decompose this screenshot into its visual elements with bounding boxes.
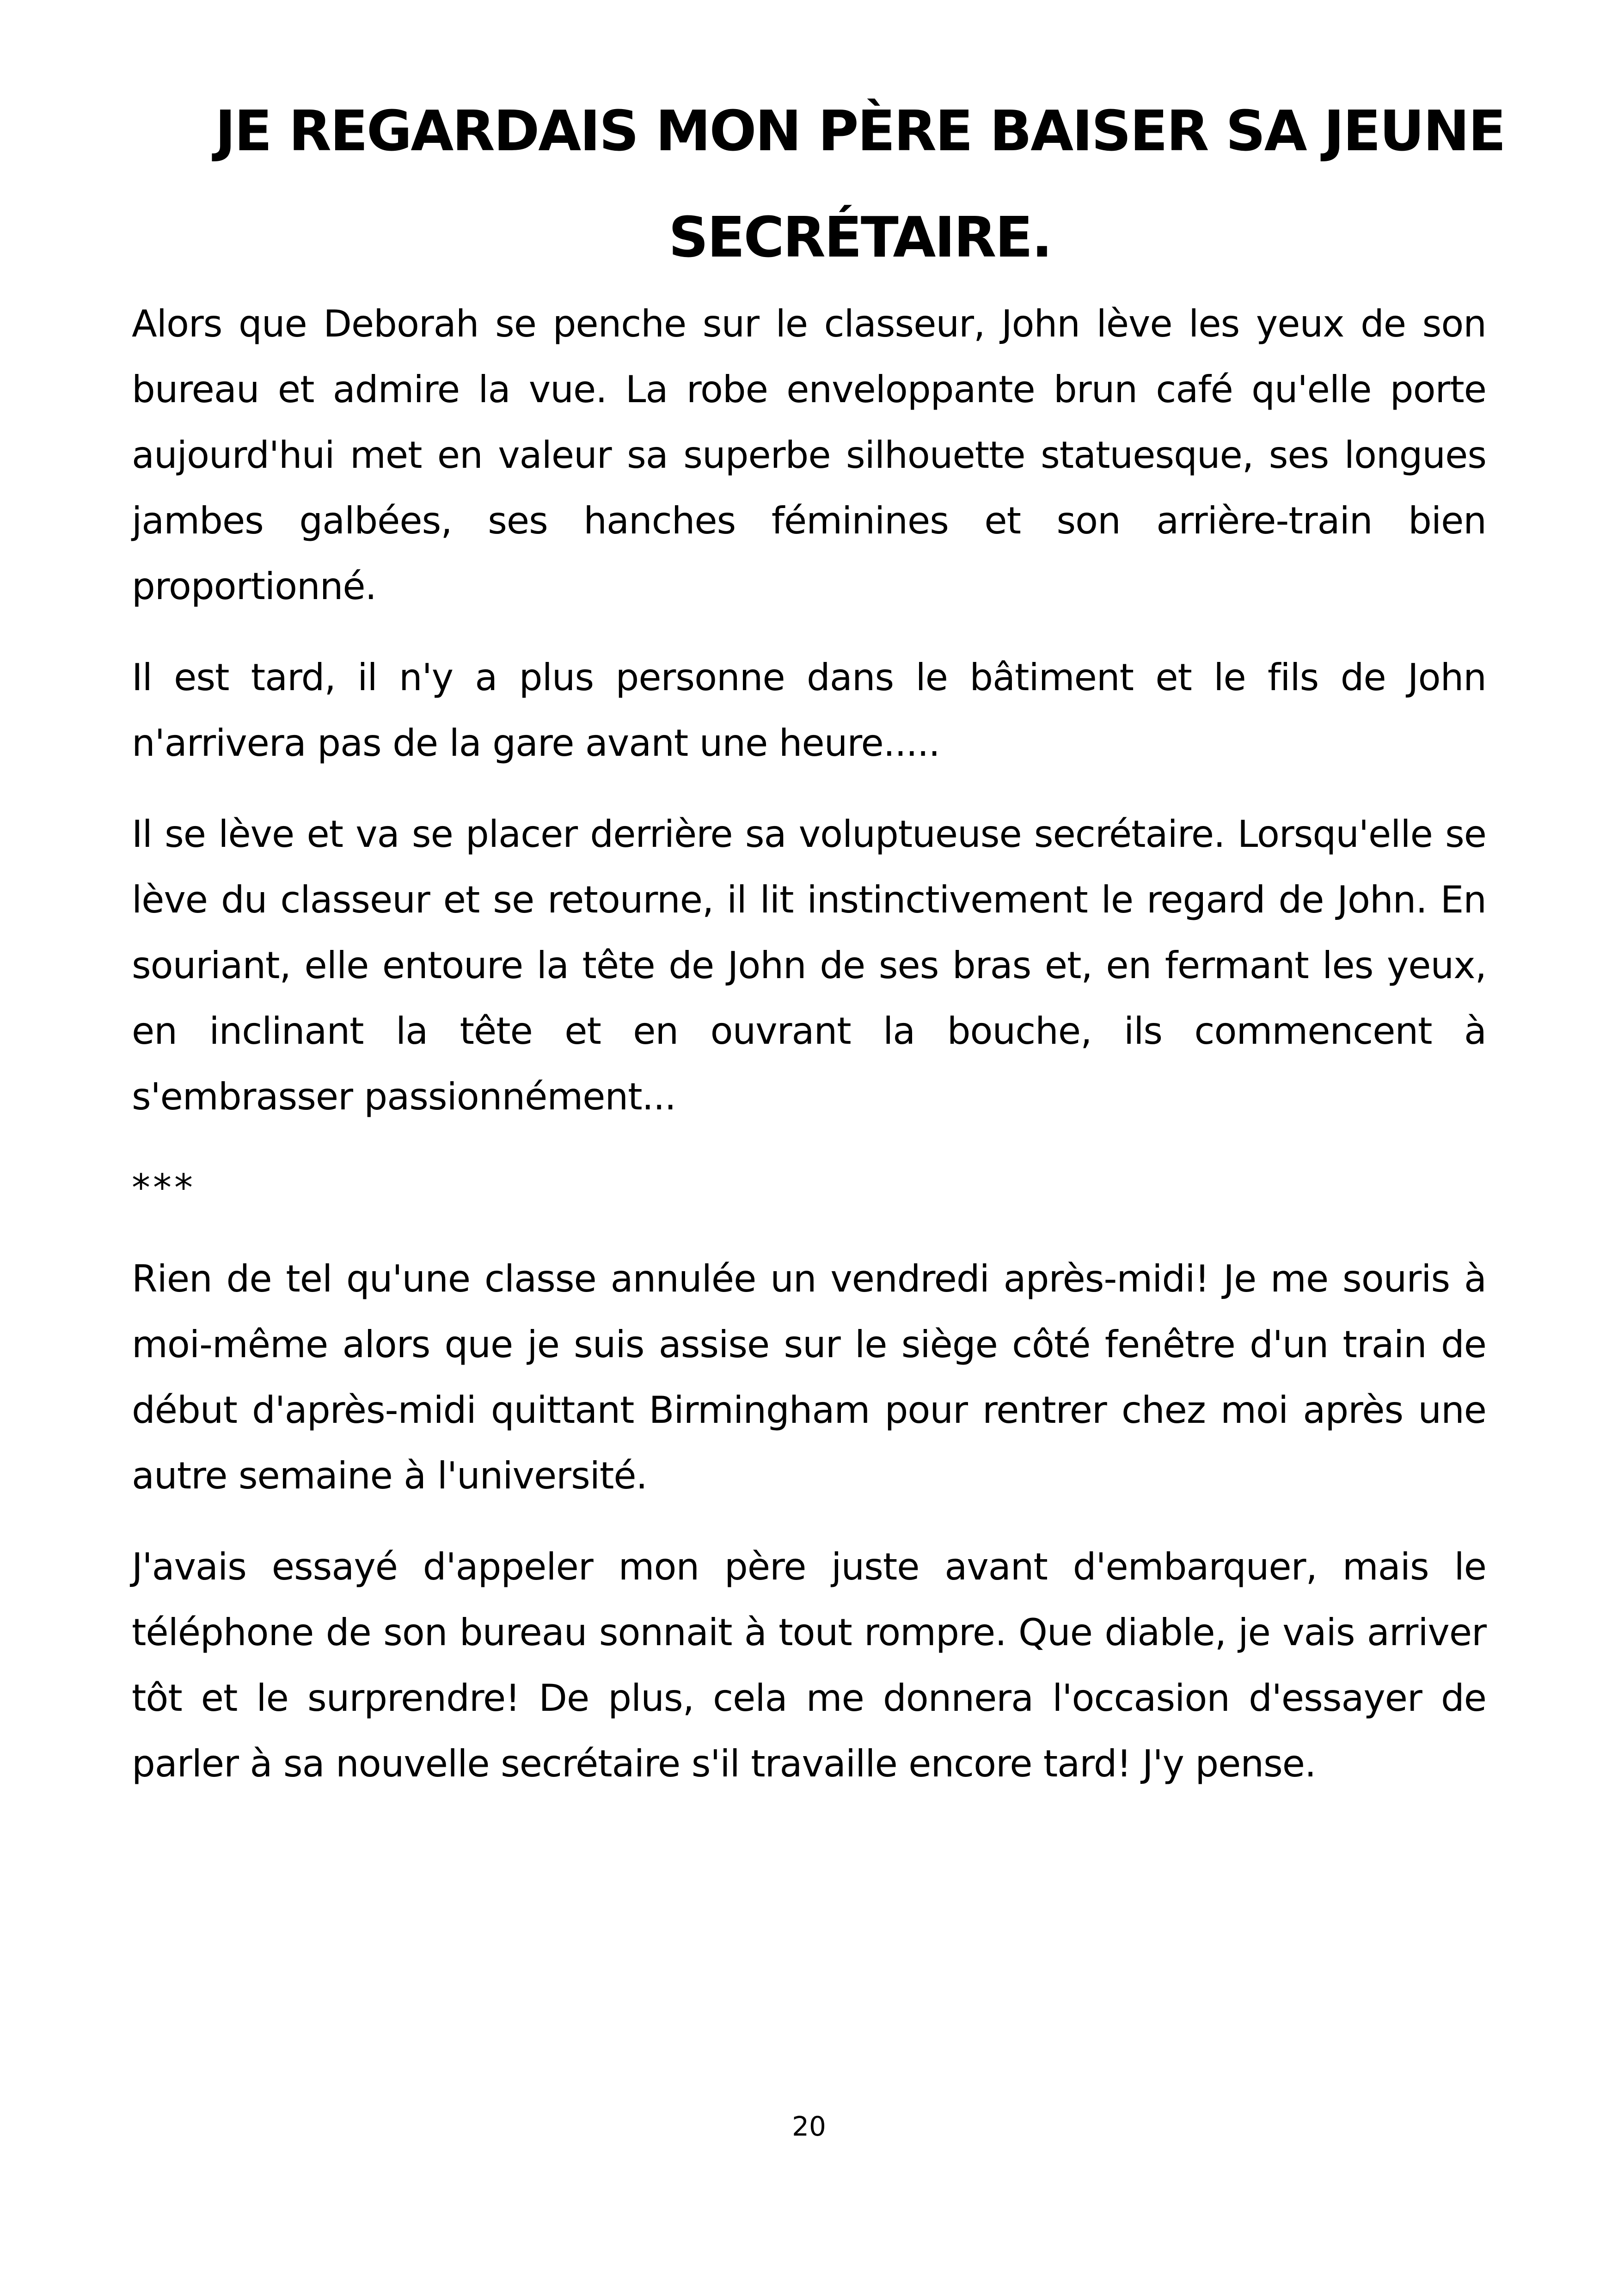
paragraph-1: Alors que Deborah se penche sur le classeur, John lève les yeux de son bureau et admire la vue. La robe enveloppante brun café qu'elle porte aujourd'hui met en valeur sa superbe silhouette statuesque, ses longues jambes galbées, ses hanches féminines et son arrière-train bien proportionné. <box>132 302 1486 608</box>
paragraph-3: Il se lève et va se placer derrière sa voluptueuse secrétaire. Lorsqu'elle se lève du classeur et se retourne, il lit instinctivement le regard de John. En souriant, elle entoure la tête de John de ses bras et, en fermant les yeux, en inclinant la tête et en ouvrant la bouche, ils commencent à s'embrasser passionnément... <box>132 813 1486 1118</box>
page-title: JE REGARDAIS MON PÈRE BAISER SA JEUNE SECRÉTAIRE. <box>215 99 1505 270</box>
paragraph-2: Il est tard, il n'y a plus personne dans le bâtiment et le fils de John n'arrivera pas de la gare avant une heure..... <box>132 656 1486 765</box>
paragraph-4: Rien de tel qu'une classe annulée un vendredi après-midi! Je me souris à moi-même alors que je suis assise sur le siège côté fenêtre d'un train de début d'après-midi quittant Birmingham pour rentrer chez moi après une autre semaine à l'université. <box>132 1257 1486 1497</box>
body-text <box>132 291 1486 1822</box>
scene-separator: *** <box>132 1166 196 1209</box>
paragraph-5: J'avais essayé d'appeler mon père juste avant d'embarquer, mais le téléphone de son bureau sonnait à tout rompre. Que diable, je vais arriver tôt et le surprendre! De plus, cela me donnera l'occasion d'essayer de parler à sa nouvelle secrétaire s'il travaille encore tard! J'y pense. <box>132 1545 1486 1785</box>
page-number: 20 <box>792 2111 826 2142</box>
